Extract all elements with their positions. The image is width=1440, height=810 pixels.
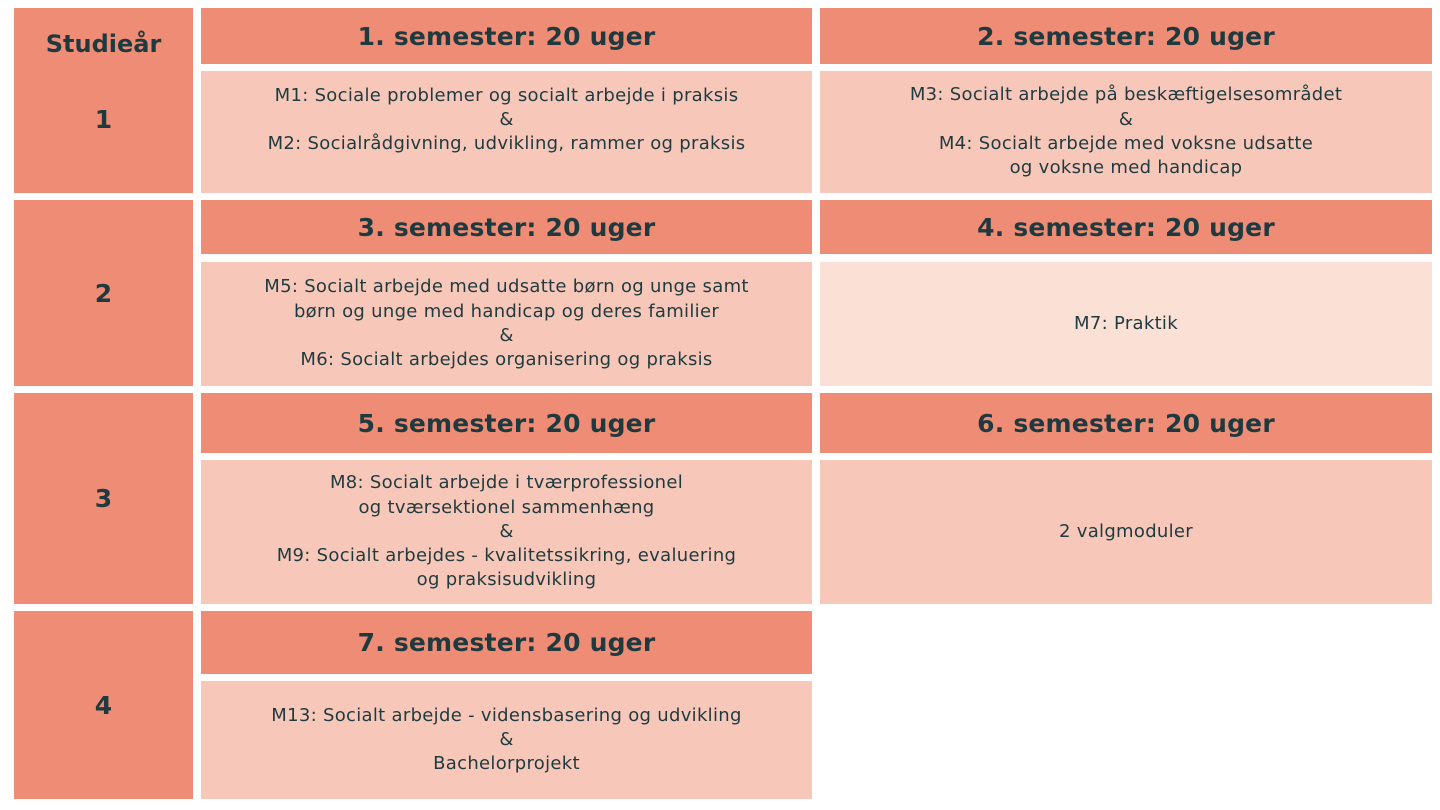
year-cell-3 xyxy=(14,393,193,604)
semester-3-header xyxy=(201,200,812,254)
module-line: og praksisudvikling xyxy=(416,569,597,591)
semester-4-modules xyxy=(820,262,1432,386)
semester-7-header xyxy=(201,611,812,674)
module-line: M8: Socialt arbejde i tværprofessionel xyxy=(329,472,684,494)
semester-6-header xyxy=(820,393,1432,453)
semester-2-header xyxy=(820,8,1432,64)
year-number: 4 xyxy=(94,690,113,720)
year-cell-1 xyxy=(14,8,193,193)
module-line: og voksne med handicap xyxy=(1009,157,1243,179)
module-line: Bachelorprojekt xyxy=(433,753,580,775)
semester-7-modules xyxy=(201,681,812,799)
semester-5-header xyxy=(201,393,812,453)
semester-title: 2. semester: 20 uger xyxy=(977,21,1275,51)
module-line: M2: Socialrådgivning, udvikling, rammer og praksis xyxy=(267,133,746,155)
semester-6-modules xyxy=(820,460,1432,604)
module-line: og tværsektionel sammenhæng xyxy=(358,496,655,518)
studieaar-label: Studieår xyxy=(45,30,162,58)
semester-title: 4. semester: 20 uger xyxy=(977,212,1275,242)
year-number: 3 xyxy=(94,484,113,513)
module-line: M7: Praktik xyxy=(1074,312,1178,334)
module-line: børn og unge med handicap og deres familier xyxy=(293,300,720,322)
module-line: & xyxy=(1118,108,1134,130)
module-line: & xyxy=(499,108,514,130)
year-cell-4 xyxy=(14,611,193,799)
semester-3-modules xyxy=(201,262,812,386)
semester-1-modules xyxy=(201,71,812,193)
semester-5-modules xyxy=(201,460,812,604)
module-line: M5: Socialt arbejde med udsatte børn og unge samt xyxy=(264,276,749,298)
semester-2-modules xyxy=(820,71,1432,193)
module-line: & xyxy=(499,325,514,346)
semester-title: 6. semester: 20 uger xyxy=(977,408,1275,438)
module-line: & xyxy=(499,520,514,542)
module-line: M3: Socialt arbejde på beskæftigelsesområdet xyxy=(909,84,1343,106)
semester-4-header xyxy=(820,200,1432,254)
semester-title: 1. semester: 20 uger xyxy=(357,21,656,51)
module-line: M4: Socialt arbejde med voksne udsatte xyxy=(938,133,1314,154)
module-line: M1: Sociale problemer og socialt arbejde i praksis xyxy=(274,84,739,106)
year-number: 2 xyxy=(94,278,113,308)
year-number: 1 xyxy=(94,105,113,134)
year-cell-2 xyxy=(14,200,193,386)
semester-1-header xyxy=(201,8,812,64)
module-line: 2 valgmoduler xyxy=(1058,520,1194,542)
module-line: M9: Socialt arbejdes - kvalitetssikring, evaluering xyxy=(276,545,737,567)
module-line: M6: Socialt arbejdes organisering og praksis xyxy=(300,349,713,371)
module-line: & xyxy=(499,728,514,750)
module-line: M13: Socialt arbejde - vidensbasering og udvikling xyxy=(271,704,742,726)
semester-title: 3. semester: 20 uger xyxy=(357,212,656,242)
semester-title: 5. semester: 20 uger xyxy=(357,408,656,438)
semester-title: 7. semester: 20 uger xyxy=(357,628,656,657)
